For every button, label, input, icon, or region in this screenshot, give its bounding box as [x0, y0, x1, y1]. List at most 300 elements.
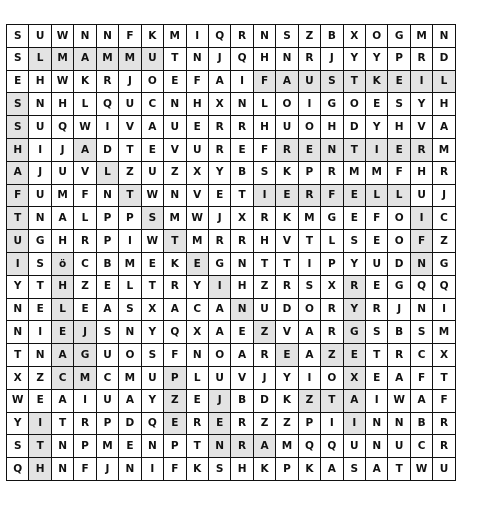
- letter-cell[interactable]: A: [410, 389, 432, 412]
- letter-cell[interactable]: E: [366, 366, 388, 389]
- letter-cell[interactable]: L: [51, 298, 73, 321]
- letter-cell[interactable]: B: [388, 321, 410, 344]
- letter-cell[interactable]: X: [231, 207, 253, 230]
- letter-cell[interactable]: A: [298, 321, 320, 344]
- letter-cell[interactable]: G: [433, 252, 455, 275]
- letter-cell[interactable]: R: [321, 161, 343, 184]
- letter-cell[interactable]: S: [141, 207, 163, 230]
- letter-cell[interactable]: R: [433, 435, 455, 458]
- letter-cell[interactable]: H: [51, 230, 73, 253]
- letter-cell[interactable]: Y: [208, 161, 230, 184]
- letter-cell[interactable]: N: [231, 93, 253, 116]
- letter-cell[interactable]: J: [253, 366, 275, 389]
- letter-cell[interactable]: R: [231, 230, 253, 253]
- letter-cell[interactable]: S: [298, 275, 320, 298]
- letter-cell[interactable]: R: [298, 184, 320, 207]
- letter-cell[interactable]: F: [74, 458, 96, 481]
- letter-cell[interactable]: A: [74, 47, 96, 70]
- letter-cell[interactable]: V: [186, 184, 208, 207]
- letter-cell[interactable]: R: [433, 412, 455, 435]
- letter-cell[interactable]: R: [231, 25, 253, 48]
- letter-cell[interactable]: U: [410, 184, 432, 207]
- letter-cell[interactable]: J: [433, 184, 455, 207]
- letter-cell[interactable]: F: [388, 161, 410, 184]
- letter-cell[interactable]: V: [276, 321, 298, 344]
- letter-cell[interactable]: U: [51, 161, 73, 184]
- letter-cell[interactable]: A: [74, 138, 96, 161]
- letter-cell[interactable]: A: [208, 70, 230, 93]
- letter-cell[interactable]: F: [366, 207, 388, 230]
- letter-cell[interactable]: S: [343, 230, 365, 253]
- letter-cell[interactable]: E: [231, 138, 253, 161]
- letter-cell[interactable]: F: [253, 70, 275, 93]
- letter-cell[interactable]: A: [141, 116, 163, 139]
- letter-cell[interactable]: J: [119, 70, 141, 93]
- letter-cell[interactable]: P: [164, 435, 186, 458]
- letter-cell[interactable]: C: [51, 366, 73, 389]
- letter-cell[interactable]: Z: [253, 275, 275, 298]
- letter-cell[interactable]: Q: [96, 93, 118, 116]
- letter-cell[interactable]: L: [74, 207, 96, 230]
- letter-cell[interactable]: R: [96, 70, 118, 93]
- letter-cell[interactable]: X: [7, 366, 29, 389]
- letter-cell[interactable]: R: [164, 275, 186, 298]
- letter-cell[interactable]: E: [74, 298, 96, 321]
- letter-cell[interactable]: P: [96, 230, 118, 253]
- letter-cell[interactable]: R: [433, 161, 455, 184]
- letter-cell[interactable]: B: [321, 25, 343, 48]
- letter-cell[interactable]: K: [74, 70, 96, 93]
- letter-cell[interactable]: U: [298, 70, 320, 93]
- letter-cell[interactable]: E: [298, 138, 320, 161]
- letter-cell[interactable]: N: [96, 25, 118, 48]
- letter-cell[interactable]: N: [276, 47, 298, 70]
- letter-cell[interactable]: H: [29, 70, 51, 93]
- letter-cell[interactable]: J: [208, 47, 230, 70]
- letter-cell[interactable]: K: [141, 25, 163, 48]
- letter-cell[interactable]: U: [276, 116, 298, 139]
- letter-cell[interactable]: E: [29, 298, 51, 321]
- letter-cell[interactable]: E: [388, 70, 410, 93]
- letter-cell[interactable]: Z: [164, 161, 186, 184]
- letter-cell[interactable]: I: [29, 138, 51, 161]
- letter-cell[interactable]: V: [119, 116, 141, 139]
- letter-cell[interactable]: Q: [231, 47, 253, 70]
- letter-cell[interactable]: O: [366, 25, 388, 48]
- letter-cell[interactable]: H: [253, 116, 275, 139]
- letter-cell[interactable]: Y: [343, 298, 365, 321]
- letter-cell[interactable]: N: [366, 412, 388, 435]
- letter-cell[interactable]: T: [119, 138, 141, 161]
- letter-cell[interactable]: P: [96, 207, 118, 230]
- letter-cell[interactable]: M: [276, 435, 298, 458]
- letter-cell[interactable]: L: [388, 184, 410, 207]
- letter-cell[interactable]: L: [74, 93, 96, 116]
- letter-cell[interactable]: I: [253, 184, 275, 207]
- letter-cell[interactable]: T: [298, 230, 320, 253]
- letter-cell[interactable]: O: [298, 116, 320, 139]
- letter-cell[interactable]: E: [276, 184, 298, 207]
- letter-cell[interactable]: U: [164, 116, 186, 139]
- letter-cell[interactable]: N: [141, 435, 163, 458]
- letter-cell[interactable]: P: [74, 435, 96, 458]
- letter-cell[interactable]: Z: [253, 412, 275, 435]
- letter-cell[interactable]: N: [231, 298, 253, 321]
- letter-cell[interactable]: M: [51, 184, 73, 207]
- letter-cell[interactable]: L: [366, 184, 388, 207]
- letter-cell[interactable]: E: [186, 116, 208, 139]
- letter-cell[interactable]: I: [366, 389, 388, 412]
- letter-cell[interactable]: N: [51, 458, 73, 481]
- letter-cell[interactable]: N: [410, 252, 432, 275]
- letter-cell[interactable]: Q: [298, 435, 320, 458]
- letter-cell[interactable]: A: [208, 321, 230, 344]
- letter-cell[interactable]: N: [29, 93, 51, 116]
- letter-cell[interactable]: U: [186, 138, 208, 161]
- letter-cell[interactable]: H: [433, 93, 455, 116]
- letter-cell[interactable]: K: [253, 458, 275, 481]
- letter-cell[interactable]: S: [7, 93, 29, 116]
- letter-cell[interactable]: M: [366, 161, 388, 184]
- letter-cell[interactable]: E: [366, 93, 388, 116]
- letter-cell[interactable]: T: [186, 435, 208, 458]
- letter-cell[interactable]: I: [410, 70, 432, 93]
- letter-cell[interactable]: I: [343, 412, 365, 435]
- letter-cell[interactable]: T: [141, 275, 163, 298]
- letter-cell[interactable]: R: [276, 138, 298, 161]
- letter-cell[interactable]: S: [7, 435, 29, 458]
- letter-cell[interactable]: W: [186, 207, 208, 230]
- letter-cell[interactable]: A: [366, 458, 388, 481]
- letter-cell[interactable]: F: [164, 344, 186, 367]
- letter-cell[interactable]: R: [276, 275, 298, 298]
- letter-cell[interactable]: Q: [410, 275, 432, 298]
- letter-cell[interactable]: E: [7, 70, 29, 93]
- letter-cell[interactable]: M: [433, 321, 455, 344]
- letter-cell[interactable]: L: [321, 230, 343, 253]
- letter-cell[interactable]: U: [29, 116, 51, 139]
- letter-cell[interactable]: R: [410, 47, 432, 70]
- letter-cell[interactable]: Z: [164, 389, 186, 412]
- letter-cell[interactable]: O: [141, 70, 163, 93]
- letter-cell[interactable]: J: [96, 458, 118, 481]
- letter-cell[interactable]: C: [96, 366, 118, 389]
- letter-cell[interactable]: I: [96, 116, 118, 139]
- letter-cell[interactable]: K: [298, 458, 320, 481]
- letter-cell[interactable]: I: [29, 412, 51, 435]
- letter-cell[interactable]: J: [208, 207, 230, 230]
- letter-cell[interactable]: R: [74, 412, 96, 435]
- letter-cell[interactable]: R: [410, 138, 432, 161]
- letter-cell[interactable]: U: [29, 25, 51, 48]
- letter-cell[interactable]: U: [343, 435, 365, 458]
- letter-cell[interactable]: U: [96, 389, 118, 412]
- letter-cell[interactable]: G: [321, 207, 343, 230]
- letter-cell[interactable]: N: [119, 321, 141, 344]
- letter-cell[interactable]: G: [388, 25, 410, 48]
- letter-cell[interactable]: N: [164, 93, 186, 116]
- letter-cell[interactable]: C: [410, 435, 432, 458]
- letter-cell[interactable]: T: [343, 138, 365, 161]
- letter-cell[interactable]: O: [298, 298, 320, 321]
- letter-cell[interactable]: S: [321, 70, 343, 93]
- letter-cell[interactable]: Y: [141, 321, 163, 344]
- letter-cell[interactable]: I: [366, 138, 388, 161]
- letter-cell[interactable]: V: [74, 161, 96, 184]
- letter-cell[interactable]: Z: [321, 344, 343, 367]
- letter-cell[interactable]: A: [321, 458, 343, 481]
- letter-cell[interactable]: W: [141, 230, 163, 253]
- letter-cell[interactable]: Y: [141, 389, 163, 412]
- letter-cell[interactable]: Z: [298, 25, 320, 48]
- letter-cell[interactable]: Q: [141, 412, 163, 435]
- letter-cell[interactable]: A: [164, 298, 186, 321]
- letter-cell[interactable]: D: [253, 389, 275, 412]
- letter-cell[interactable]: U: [366, 252, 388, 275]
- letter-cell[interactable]: P: [298, 161, 320, 184]
- letter-cell[interactable]: Y: [7, 275, 29, 298]
- letter-cell[interactable]: E: [231, 321, 253, 344]
- letter-cell[interactable]: S: [388, 93, 410, 116]
- letter-cell[interactable]: R: [231, 412, 253, 435]
- letter-cell[interactable]: A: [433, 116, 455, 139]
- letter-cell[interactable]: F: [164, 458, 186, 481]
- letter-cell[interactable]: R: [186, 412, 208, 435]
- letter-cell[interactable]: O: [276, 93, 298, 116]
- letter-cell[interactable]: C: [141, 93, 163, 116]
- letter-cell[interactable]: M: [410, 25, 432, 48]
- letter-cell[interactable]: Y: [366, 47, 388, 70]
- letter-cell[interactable]: F: [7, 184, 29, 207]
- letter-cell[interactable]: I: [231, 70, 253, 93]
- letter-cell[interactable]: S: [410, 321, 432, 344]
- letter-cell[interactable]: T: [7, 207, 29, 230]
- letter-cell[interactable]: N: [96, 184, 118, 207]
- letter-cell[interactable]: A: [298, 344, 320, 367]
- letter-cell[interactable]: S: [119, 298, 141, 321]
- letter-cell[interactable]: E: [208, 412, 230, 435]
- letter-cell[interactable]: L: [29, 47, 51, 70]
- letter-cell[interactable]: N: [51, 435, 73, 458]
- letter-cell[interactable]: E: [276, 344, 298, 367]
- letter-cell[interactable]: G: [74, 344, 96, 367]
- letter-cell[interactable]: U: [7, 230, 29, 253]
- letter-cell[interactable]: H: [51, 275, 73, 298]
- letter-cell[interactable]: E: [366, 230, 388, 253]
- letter-cell[interactable]: H: [29, 458, 51, 481]
- letter-cell[interactable]: N: [253, 25, 275, 48]
- letter-cell[interactable]: H: [253, 230, 275, 253]
- letter-cell[interactable]: I: [410, 207, 432, 230]
- letter-cell[interactable]: J: [321, 47, 343, 70]
- letter-cell[interactable]: M: [164, 207, 186, 230]
- letter-cell[interactable]: K: [276, 389, 298, 412]
- letter-cell[interactable]: A: [208, 298, 230, 321]
- letter-cell[interactable]: F: [186, 70, 208, 93]
- letter-cell[interactable]: W: [51, 70, 73, 93]
- letter-cell[interactable]: S: [208, 458, 230, 481]
- letter-cell[interactable]: R: [298, 47, 320, 70]
- letter-cell[interactable]: E: [343, 207, 365, 230]
- letter-cell[interactable]: U: [29, 184, 51, 207]
- letter-cell[interactable]: N: [7, 298, 29, 321]
- letter-cell[interactable]: T: [7, 344, 29, 367]
- letter-cell[interactable]: A: [7, 161, 29, 184]
- letter-cell[interactable]: H: [231, 275, 253, 298]
- letter-cell[interactable]: M: [433, 138, 455, 161]
- letter-cell[interactable]: N: [231, 252, 253, 275]
- letter-cell[interactable]: T: [253, 252, 275, 275]
- letter-cell[interactable]: D: [119, 412, 141, 435]
- letter-cell[interactable]: R: [208, 138, 230, 161]
- letter-cell[interactable]: F: [410, 230, 432, 253]
- letter-cell[interactable]: J: [74, 321, 96, 344]
- letter-cell[interactable]: X: [141, 298, 163, 321]
- letter-cell[interactable]: X: [321, 275, 343, 298]
- letter-cell[interactable]: O: [321, 366, 343, 389]
- letter-cell[interactable]: Z: [433, 230, 455, 253]
- letter-cell[interactable]: W: [410, 458, 432, 481]
- letter-cell[interactable]: A: [96, 298, 118, 321]
- letter-cell[interactable]: T: [388, 458, 410, 481]
- letter-cell[interactable]: T: [366, 344, 388, 367]
- letter-cell[interactable]: U: [208, 366, 230, 389]
- letter-cell[interactable]: X: [186, 161, 208, 184]
- letter-cell[interactable]: O: [388, 207, 410, 230]
- letter-cell[interactable]: M: [96, 435, 118, 458]
- letter-cell[interactable]: I: [298, 252, 320, 275]
- letter-cell[interactable]: E: [141, 138, 163, 161]
- letter-cell[interactable]: J: [51, 138, 73, 161]
- letter-cell[interactable]: E: [366, 275, 388, 298]
- letter-cell[interactable]: R: [343, 275, 365, 298]
- letter-cell[interactable]: H: [388, 116, 410, 139]
- letter-cell[interactable]: U: [141, 366, 163, 389]
- letter-cell[interactable]: F: [119, 25, 141, 48]
- letter-cell[interactable]: X: [433, 344, 455, 367]
- letter-cell[interactable]: N: [164, 184, 186, 207]
- letter-cell[interactable]: O: [208, 344, 230, 367]
- letter-cell[interactable]: P: [388, 47, 410, 70]
- letter-cell[interactable]: L: [253, 93, 275, 116]
- letter-cell[interactable]: E: [186, 252, 208, 275]
- letter-cell[interactable]: M: [119, 366, 141, 389]
- letter-cell[interactable]: T: [164, 47, 186, 70]
- letter-cell[interactable]: Q: [208, 25, 230, 48]
- letter-cell[interactable]: A: [388, 366, 410, 389]
- letter-cell[interactable]: R: [231, 435, 253, 458]
- letter-cell[interactable]: Y: [410, 93, 432, 116]
- letter-cell[interactable]: F: [253, 138, 275, 161]
- letter-cell[interactable]: I: [186, 25, 208, 48]
- letter-cell[interactable]: H: [253, 47, 275, 70]
- letter-cell[interactable]: U: [141, 161, 163, 184]
- letter-cell[interactable]: N: [433, 25, 455, 48]
- letter-cell[interactable]: B: [96, 252, 118, 275]
- letter-cell[interactable]: Z: [119, 161, 141, 184]
- letter-cell[interactable]: K: [186, 458, 208, 481]
- letter-cell[interactable]: E: [51, 321, 73, 344]
- letter-cell[interactable]: I: [298, 93, 320, 116]
- letter-cell[interactable]: U: [119, 93, 141, 116]
- letter-cell[interactable]: M: [119, 252, 141, 275]
- letter-cell[interactable]: P: [321, 252, 343, 275]
- letter-cell[interactable]: M: [164, 25, 186, 48]
- letter-cell[interactable]: N: [208, 435, 230, 458]
- letter-cell[interactable]: Y: [276, 366, 298, 389]
- letter-cell[interactable]: A: [343, 389, 365, 412]
- letter-cell[interactable]: R: [388, 344, 410, 367]
- letter-cell[interactable]: R: [253, 207, 275, 230]
- letter-cell[interactable]: U: [141, 47, 163, 70]
- letter-cell[interactable]: X: [343, 25, 365, 48]
- letter-cell[interactable]: T: [29, 275, 51, 298]
- letter-cell[interactable]: F: [410, 366, 432, 389]
- letter-cell[interactable]: F: [74, 184, 96, 207]
- letter-cell[interactable]: P: [164, 366, 186, 389]
- letter-cell[interactable]: M: [186, 230, 208, 253]
- letter-cell[interactable]: A: [119, 389, 141, 412]
- letter-cell[interactable]: U: [433, 458, 455, 481]
- letter-cell[interactable]: N: [186, 47, 208, 70]
- letter-cell[interactable]: Y: [186, 275, 208, 298]
- letter-cell[interactable]: M: [74, 366, 96, 389]
- letter-cell[interactable]: K: [366, 70, 388, 93]
- letter-cell[interactable]: D: [433, 47, 455, 70]
- letter-cell[interactable]: L: [96, 161, 118, 184]
- letter-cell[interactable]: E: [388, 138, 410, 161]
- letter-cell[interactable]: H: [51, 93, 73, 116]
- letter-cell[interactable]: R: [366, 298, 388, 321]
- letter-cell[interactable]: I: [119, 230, 141, 253]
- letter-cell[interactable]: S: [141, 344, 163, 367]
- letter-cell[interactable]: Z: [29, 366, 51, 389]
- letter-cell[interactable]: Z: [298, 389, 320, 412]
- letter-cell[interactable]: D: [276, 298, 298, 321]
- letter-cell[interactable]: G: [29, 230, 51, 253]
- letter-cell[interactable]: V: [164, 138, 186, 161]
- letter-cell[interactable]: Y: [343, 252, 365, 275]
- letter-cell[interactable]: K: [276, 161, 298, 184]
- letter-cell[interactable]: W: [141, 184, 163, 207]
- letter-cell[interactable]: T: [164, 230, 186, 253]
- letter-cell[interactable]: K: [164, 252, 186, 275]
- letter-cell[interactable]: A: [253, 435, 275, 458]
- letter-cell[interactable]: H: [7, 138, 29, 161]
- letter-cell[interactable]: P: [276, 458, 298, 481]
- letter-cell[interactable]: ö: [51, 252, 73, 275]
- letter-cell[interactable]: S: [7, 116, 29, 139]
- letter-cell[interactable]: V: [410, 116, 432, 139]
- letter-cell[interactable]: R: [321, 298, 343, 321]
- letter-cell[interactable]: A: [231, 344, 253, 367]
- letter-cell[interactable]: A: [51, 389, 73, 412]
- letter-cell[interactable]: T: [343, 70, 365, 93]
- letter-cell[interactable]: M: [298, 207, 320, 230]
- letter-cell[interactable]: J: [388, 298, 410, 321]
- letter-cell[interactable]: S: [253, 161, 275, 184]
- letter-cell[interactable]: N: [29, 207, 51, 230]
- letter-cell[interactable]: P: [96, 412, 118, 435]
- letter-cell[interactable]: V: [276, 230, 298, 253]
- letter-cell[interactable]: T: [51, 412, 73, 435]
- letter-cell[interactable]: T: [29, 435, 51, 458]
- letter-cell[interactable]: Q: [51, 116, 73, 139]
- letter-cell[interactable]: E: [343, 344, 365, 367]
- letter-cell[interactable]: Q: [164, 321, 186, 344]
- letter-cell[interactable]: Y: [7, 412, 29, 435]
- letter-cell[interactable]: R: [231, 116, 253, 139]
